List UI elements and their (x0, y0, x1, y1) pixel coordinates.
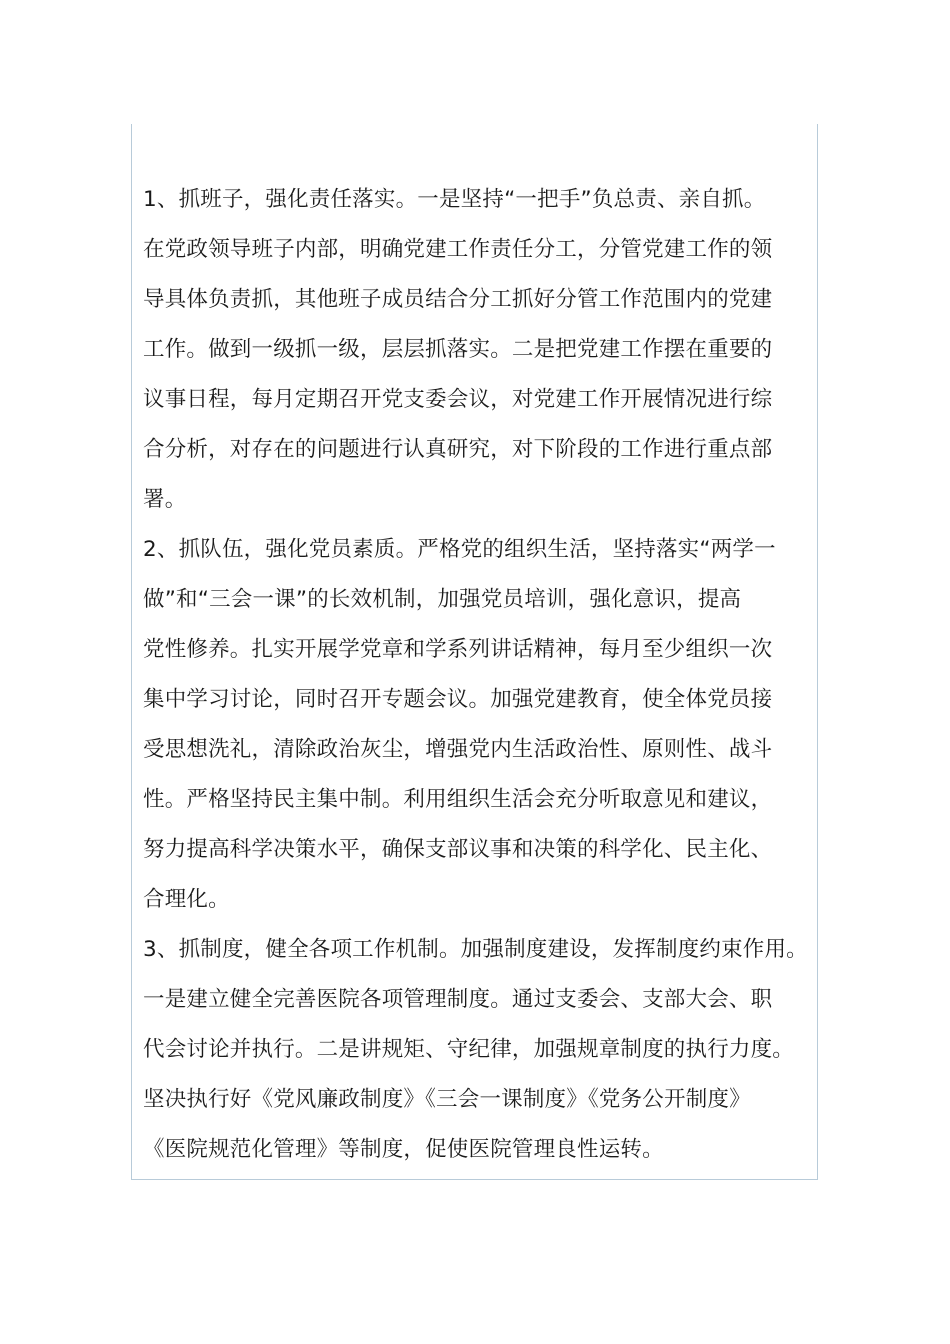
text-line: 党性修养。扎实开展学党章和学系列讲话精神，每月至少组织一次 (143, 637, 773, 662)
text-line: 集中学习讨论，同时召开专题会议。加强党建教育，使全体党员接 (143, 687, 773, 712)
text-line: 工作。做到一级抓一级，层层抓落实。二是把党建工作摆在重要的 (143, 337, 773, 362)
text-line: 1、抓班子，强化责任落实。一是坚持“一把手”负总责、亲自抓。 (143, 187, 766, 212)
text-line: 性。严格坚持民主集中制。利用组织生活会充分听取意见和建议， (143, 787, 773, 812)
text-line: 署。 (143, 487, 187, 512)
text-line: 努力提高科学决策水平，确保支部议事和决策的科学化、民主化、 (143, 837, 773, 862)
text-line: 2、抓队伍，强化党员素质。严格党的组织生活，坚持落实“两学一 (143, 537, 776, 562)
text-line: 坚决执行好《党风廉政制度》《三会一课制度》《党务公开制度》 (143, 1087, 751, 1112)
text-line: 《医院规范化管理》等制度，促使医院管理良性运转。 (143, 1137, 664, 1162)
text-line: 一是建立健全完善医院各项管理制度。通过支委会、支部大会、职 (143, 987, 773, 1012)
paragraph-2 (143, 525, 823, 925)
text-line: 议事日程，每月定期召开党支委会议，对党建工作开展情况进行综 (143, 387, 773, 412)
paragraph-3 (143, 925, 823, 1175)
text-line: 受思想洗礼，清除政治灰尘，增强党内生活政治性、原则性、战斗 (143, 737, 773, 762)
text-line: 代会讨论并执行。二是讲规矩、守纪律，加强规章制度的执行力度。 (143, 1037, 795, 1062)
text-line: 合分析，对存在的问题进行认真研究，对下阶段的工作进行重点部 (143, 437, 773, 462)
text-line: 在党政领导班子内部，明确党建工作责任分工，分管党建工作的领 (143, 237, 773, 262)
text-line: 3、抓制度，健全各项工作机制。加强制度建设，发挥制度约束作用。 (143, 937, 808, 962)
text-line: 做”和“三会一课”的长效机制，加强党员培训，强化意识，提高 (143, 587, 742, 612)
text-line: 导具体负责抓，其他班子成员结合分工抓好分管工作范围内的党建 (143, 287, 773, 312)
document-body (143, 175, 823, 1175)
text-line: 合理化。 (143, 887, 230, 912)
paragraph-1 (143, 175, 823, 525)
